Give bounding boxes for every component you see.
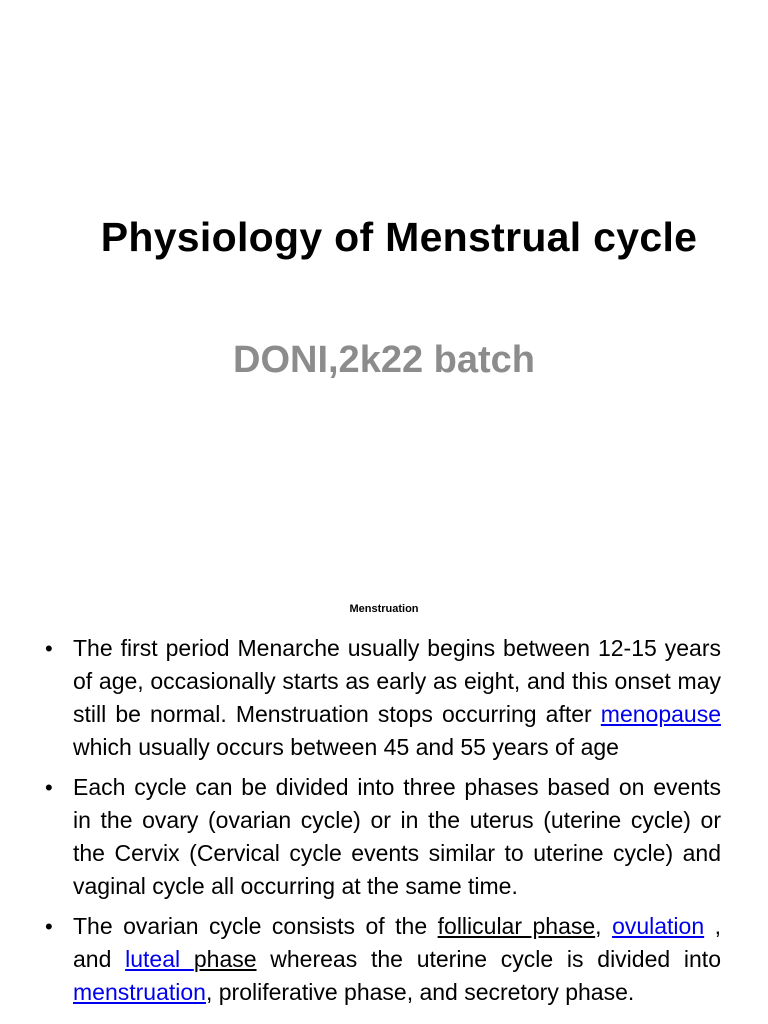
bullet-list [0, 632, 768, 1016]
content-slide [0, 576, 768, 1024]
phase-text: phase [193, 946, 257, 972]
follicular-phase-text: follicular phase [437, 913, 596, 939]
bullet-text: , proliferative phase, and secretory phase. [205, 979, 635, 1005]
bullet-icon: • [45, 914, 53, 939]
slide-subtitle: DONI,2k22 batch [233, 339, 535, 381]
bullet-icon: • [45, 636, 53, 661]
ovulation-link[interactable]: ovulation [612, 913, 705, 939]
menstruation-link[interactable]: menstruation [73, 979, 206, 1005]
bullet-text: whereas the uterine cycle is divided into [256, 946, 721, 972]
bullet-item-ovarian-cycle [45, 910, 722, 1009]
slide-heading: Menstruation [349, 603, 419, 615]
bullet-icon: • [45, 775, 53, 800]
luteal-link[interactable]: luteal [125, 946, 194, 972]
bullet-text: which usually occurs between 45 and 55 years of age [73, 734, 619, 760]
bullet-item-menarche [45, 632, 721, 764]
bullet-text: , and [73, 913, 722, 972]
bullet-text: Each cycle can be divided into three phases based on events in the ovary (ovarian cycle) or in the uterus (uterine cycle) or the Cervix (Cervical cycle events similar to uterine cycle) and vaginal cycle all occurring at the same time. [73, 774, 721, 899]
bullet-text: , [595, 913, 613, 939]
bullet-item-phases [45, 771, 721, 903]
bullet-text: The ovarian cycle consists of the [73, 913, 438, 939]
bullet-text: The first period Menarche usually begins between 12-15 years of age, occasionally starts as early as eight, and this onset may still be normal. Menstruation stops occurring after [73, 635, 721, 727]
menopause-link[interactable]: menopause [600, 701, 721, 727]
slide-title: Physiology of Menstrual cycle [100, 214, 698, 260]
